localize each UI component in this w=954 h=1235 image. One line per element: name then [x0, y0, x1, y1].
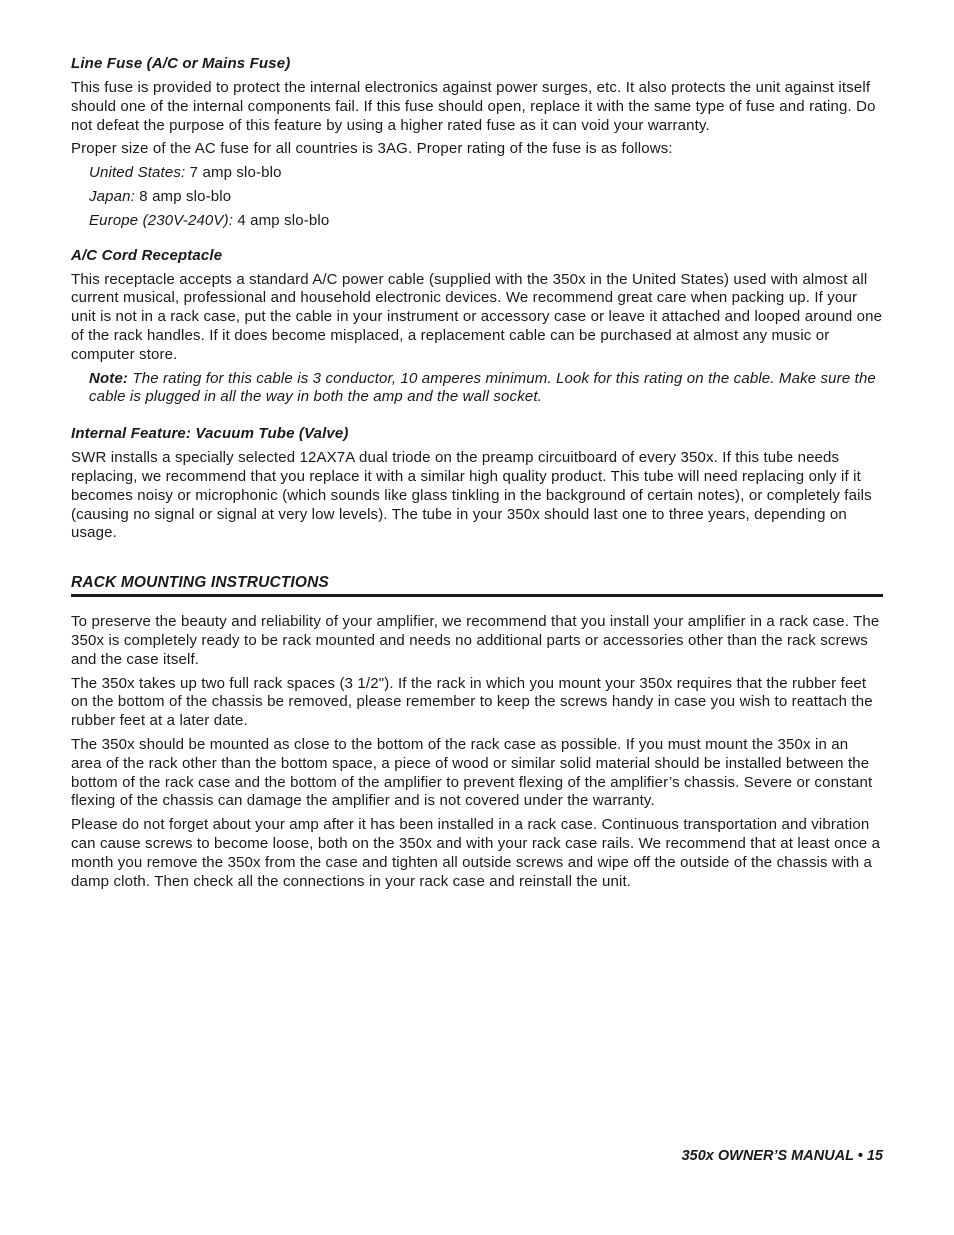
rating-region: Europe (230V-240V):: [89, 211, 234, 229]
rack-paragraph-4: Please do not forget about your amp after it has been installed in a rack case. Continuous transportation and vibration can cause screws to become loose, both on the 350x and with your rack case rails. We recommend that at least once a month you remove the 350x from the case and tighten all outside screws and wipe off the outside of the chassis with a damp cloth. Then check all the connections in your rack case and reinstall the unit.: [71, 816, 881, 890]
tube-paragraph: SWR installs a specially selected 12AX7A dual triode on the preamp circuitboard of every 350x. If this tube needs replacing, we recommend that you replace it with a similar high quality product. This tube will need replacing only if it becomes noisy or microphonic (which sounds like glass tinkling in the background of certain notes), or completely fails (causing no signal or signal at very low levels). The tube in your 350x should last one to three years, depending on usage.: [71, 449, 872, 542]
cord-paragraph: This receptacle accepts a standard A/C power cable (supplied with the 350x in the United States) used with almost all current musical, professional and household electronic devices. We recommend great care when packing up. If your unit is not in a rack case, put the cable in your instrument or accessory case or leave it attached and looped around one of the rack handles. If it does become misplaced, a replacement cable can be purchased at almost any music or computer store.: [71, 270, 883, 363]
rating-value: 7 amp slo-blo: [185, 164, 282, 182]
rack-paragraph-1: To preserve the beauty and reliability of your amplifier, we recommend that you install your amplifier in a rack case. The 350x is completely ready to be rack mounted and needs no additional parts or accessories other than the rack screws and the case itself.: [71, 613, 880, 668]
cord-note: [71, 370, 883, 408]
rack-paragraph-3: The 350x should be mounted as close to the bottom of the rack case as possible. If you must mount the 350x in an area of the rack other than the bottom space, a piece of wood or similar solid material should be installed between the bottom of the rack case and the bottom of the amplifier to prevent flexing of the amplifier’s chassis. Severe or constant flexing of the chassis can damage the amplifier and is not covered under the warranty.: [71, 735, 873, 810]
fuse-rating-us: [71, 164, 883, 183]
rating-value: 4 amp slo-blo: [233, 211, 330, 229]
line-fuse-heading: Line Fuse (A/C or Mains Fuse): [71, 55, 291, 72]
page-footer: 350x OWNER’S MANUAL • 15: [681, 1148, 883, 1164]
rack-section-title: RACK MOUNTING INSTRUCTIONS: [71, 574, 883, 597]
fuse-size-paragraph: Proper size of the AC fuse for all countries is 3AG. Proper rating of the fuse is as follows:: [71, 140, 673, 158]
cord-heading: A/C Cord Receptacle: [71, 246, 223, 264]
rating-region: Japan:: [89, 187, 135, 205]
rack-paragraph-2: The 350x takes up two full rack spaces (3 1/2"). If the rack in which you mount your 350x requires that the rubber feet on the bottom of the chassis be removed, please remember to keep the screws handy in case you wish to reattach the rubber feet at a later date.: [71, 674, 873, 730]
tube-heading: Internal Feature: Vacuum Tube (Valve): [71, 425, 349, 443]
note-label: Note:: [89, 369, 129, 387]
fuse-rating-japan: [71, 188, 883, 207]
manual-page: [71, 0, 883, 891]
note-text: The rating for this cable is 3 conductor, 10 amperes minimum. Look for this rating on the cable. Make sure the cable is plugged in all the way in both the amp and the wall socket.: [89, 369, 876, 406]
rating-value: 8 amp slo-blo: [134, 187, 232, 205]
rating-region: United States:: [89, 164, 186, 182]
line-fuse-paragraph: This fuse is provided to protect the internal electronics against power surges, etc. It also protects the unit against itself should one of the internal components fail. If this fuse should open, replace it with the same type of fuse and rating. Do not defeat the purpose of this feature by using a higher rated fuse as it can void your warranty.: [71, 79, 876, 134]
fuse-rating-europe: [71, 212, 883, 231]
